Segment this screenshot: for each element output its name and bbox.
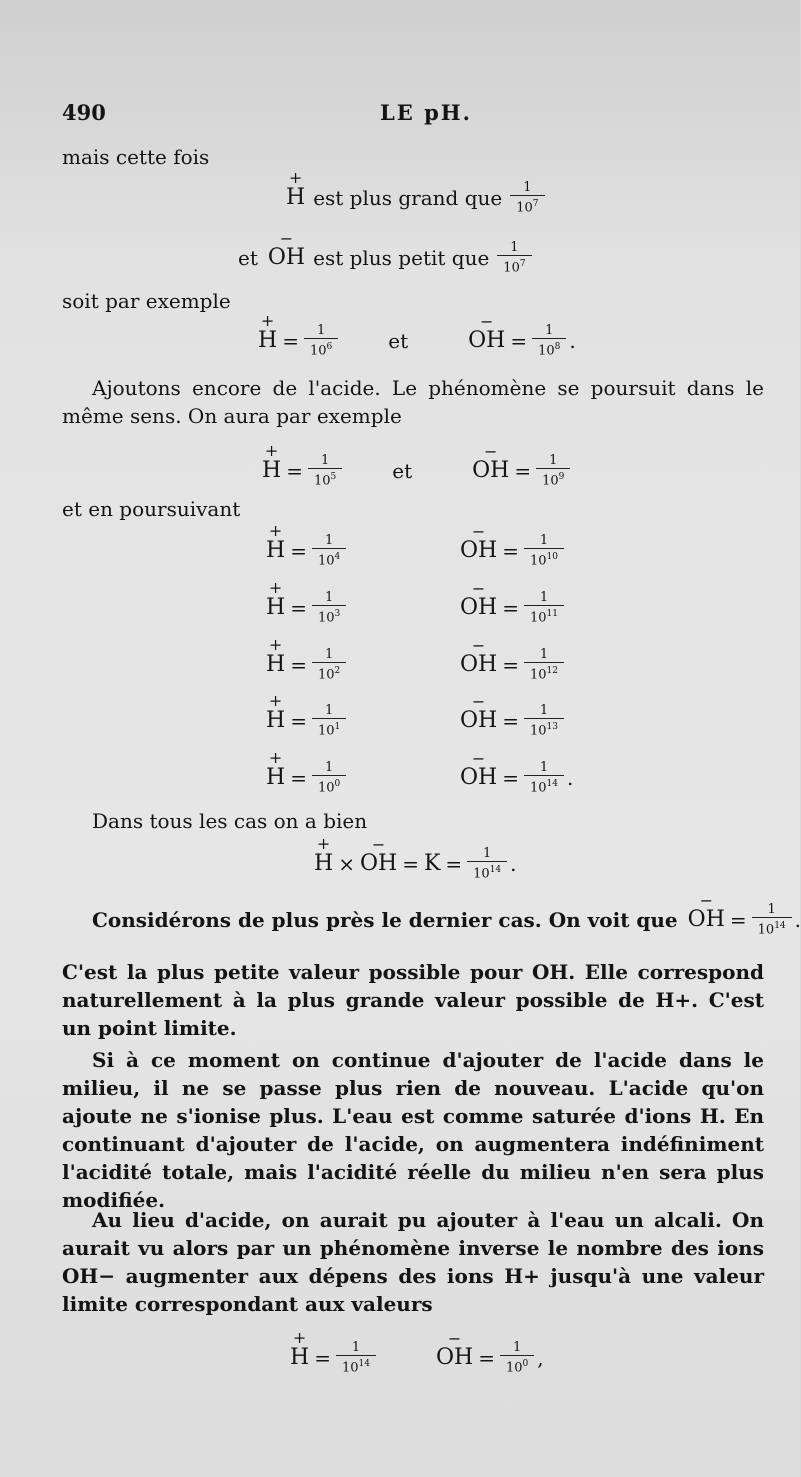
fraction: $\frac{1}{10^{14}}$ [524, 760, 564, 795]
oh-ion: − OH [468, 312, 506, 354]
fraction: $\frac{1}{10^9}$ [536, 453, 570, 488]
oh-ion: − OH [460, 749, 498, 791]
h-ion: + H [314, 834, 334, 877]
table-row-oh: − OH = $\frac{1}{10^{11}}$ [460, 590, 564, 625]
fraction: $\frac{1}{10^8}$ [532, 323, 566, 358]
fraction: $\frac{1}{10^7}$ [497, 240, 531, 275]
fraction: $\frac{1}{10^{13}}$ [524, 703, 564, 738]
h-ion: + H [266, 635, 286, 678]
continuing-line: et en poursuivant [62, 497, 241, 521]
fraction: $\frac{1}{10^{14}}$ [752, 902, 792, 937]
fraction: $\frac{1}{10^0}$ [500, 1340, 534, 1375]
table-row-oh: − OH = $\frac{1}{10^{12}}$ [460, 647, 564, 682]
formula-h-greater: + H est plus grand que $\frac{1}{10^7}$ [286, 180, 545, 215]
oh-ion: − OH [687, 891, 725, 933]
running-head: LE pH. [380, 100, 472, 125]
example-line: soit par exemple [62, 289, 231, 313]
fraction: $\frac{1}{10^1}$ [312, 703, 346, 738]
table-row-oh: − OH = $\frac{1}{10^{14}}$ . [460, 749, 574, 796]
formula-oh-smaller: et − OH est plus petit que $\frac{1}{10^7}$ [238, 240, 532, 275]
fraction: $\frac{1}{10^{10}}$ [524, 533, 564, 568]
oh-ion: − OH [460, 522, 498, 564]
table-row-oh: − OH = $\frac{1}{10^{10}}$ [460, 533, 564, 568]
paragraph-smallest-value: C'est la plus petite valeur possible pour OH. Elle correspond naturellement à la plus grande valeur possible de H+. C'est un point limite. [62, 960, 764, 1040]
fraction: $\frac{1}{10^{14}}$ [336, 1340, 376, 1375]
fraction: $\frac{1}{10^7}$ [510, 180, 544, 215]
all-cases-line: Dans tous les cas on a bien [92, 809, 368, 833]
oh-ion: − OH [267, 229, 306, 271]
paragraph-acid: Ajoutons encore de l'acide. Le phénomène se poursuit dans le même sens. On aura par exemple [62, 376, 764, 428]
formula-example-2: + H = $\frac{1}{10^5}$ et − OH = $\frac{1}{10^9}$ [262, 453, 570, 488]
table-row: + H = $\frac{1}{10^2}$ [266, 647, 346, 682]
h-ion: + H [266, 578, 286, 621]
intro-line: mais cette fois [62, 145, 210, 169]
oh-ion: − OH [472, 442, 510, 484]
fraction: $\frac{1}{10^2}$ [312, 647, 346, 682]
paragraph-alkali: Au lieu d'acide, on aurait pu ajouter à l'eau un alcali. On aurait vu alors par un phénomène inverse le nombre des ions OH− augmenter aux dépens des ions H+ jusqu'à une valeur limite correspondant aux valeurs [62, 1208, 764, 1316]
h-ion: + H [266, 691, 286, 734]
h-ion: + H [286, 168, 306, 211]
fraction: $\frac{1}{10^{11}}$ [524, 590, 564, 625]
formula-example-1: + H = $\frac{1}{10^6}$ et − OH = $\frac{1}{10^8}$ . [258, 311, 576, 359]
oh-ion: − OH [435, 1329, 474, 1371]
fraction: $\frac{1}{10^{14}}$ [467, 846, 507, 881]
fraction: $\frac{1}{10^5}$ [308, 453, 342, 488]
table-row-oh: − OH = $\frac{1}{10^{13}}$ [460, 703, 564, 738]
oh-ion: − OH [460, 692, 498, 734]
formula-final: + H = $\frac{1}{10^{14}}$ − OH = $\frac{1}{10^0}$ , [290, 1328, 544, 1376]
h-ion: + H [266, 748, 286, 791]
table-row: + H = $\frac{1}{10^0}$ [266, 760, 346, 795]
h-ion: + H [266, 521, 286, 564]
fraction: $\frac{1}{10^6}$ [304, 323, 338, 358]
table-row: + H = $\frac{1}{10^1}$ [266, 703, 346, 738]
fraction: $\frac{1}{10^0}$ [312, 760, 346, 795]
h-ion: + H [262, 441, 282, 484]
oh-ion: − OH [460, 636, 498, 678]
page-number: 490 [62, 100, 106, 125]
oh-ion: − OH [359, 835, 398, 877]
paragraph-continue-acid: Si à ce moment on continue d'ajouter de l'acide dans le milieu, il ne se passe plus rien de nouveau. L'acide qu'on ajoute ne s'ionise plus. L'eau est comme saturée d'ions H. En continuant d'ajouter de l'acide, on augmentera indéfiniment l'acidité totale, mais l'acidité réelle du milieu n'en sera plus modifiée. [62, 1048, 764, 1212]
page-header [62, 100, 738, 128]
last-case-line: Considérons de plus près le dernier cas. On voit que − OH = $\frac{1}{10^{14}}$ . [92, 891, 801, 938]
h-ion: + H [290, 1328, 310, 1371]
fraction: $\frac{1}{10^3}$ [312, 590, 346, 625]
fraction: $\frac{1}{10^{12}}$ [524, 647, 564, 682]
h-ion: + H [258, 311, 278, 354]
oh-ion: − OH [460, 579, 498, 621]
formula-product: + H × − OH = K = $\frac{1}{10^{14}}$ . [314, 834, 517, 882]
k-constant: K [423, 851, 441, 877]
table-row: + H = $\frac{1}{10^4}$ [266, 533, 346, 568]
fraction: $\frac{1}{10^4}$ [312, 533, 346, 568]
table-row: + H = $\frac{1}{10^3}$ [266, 590, 346, 625]
